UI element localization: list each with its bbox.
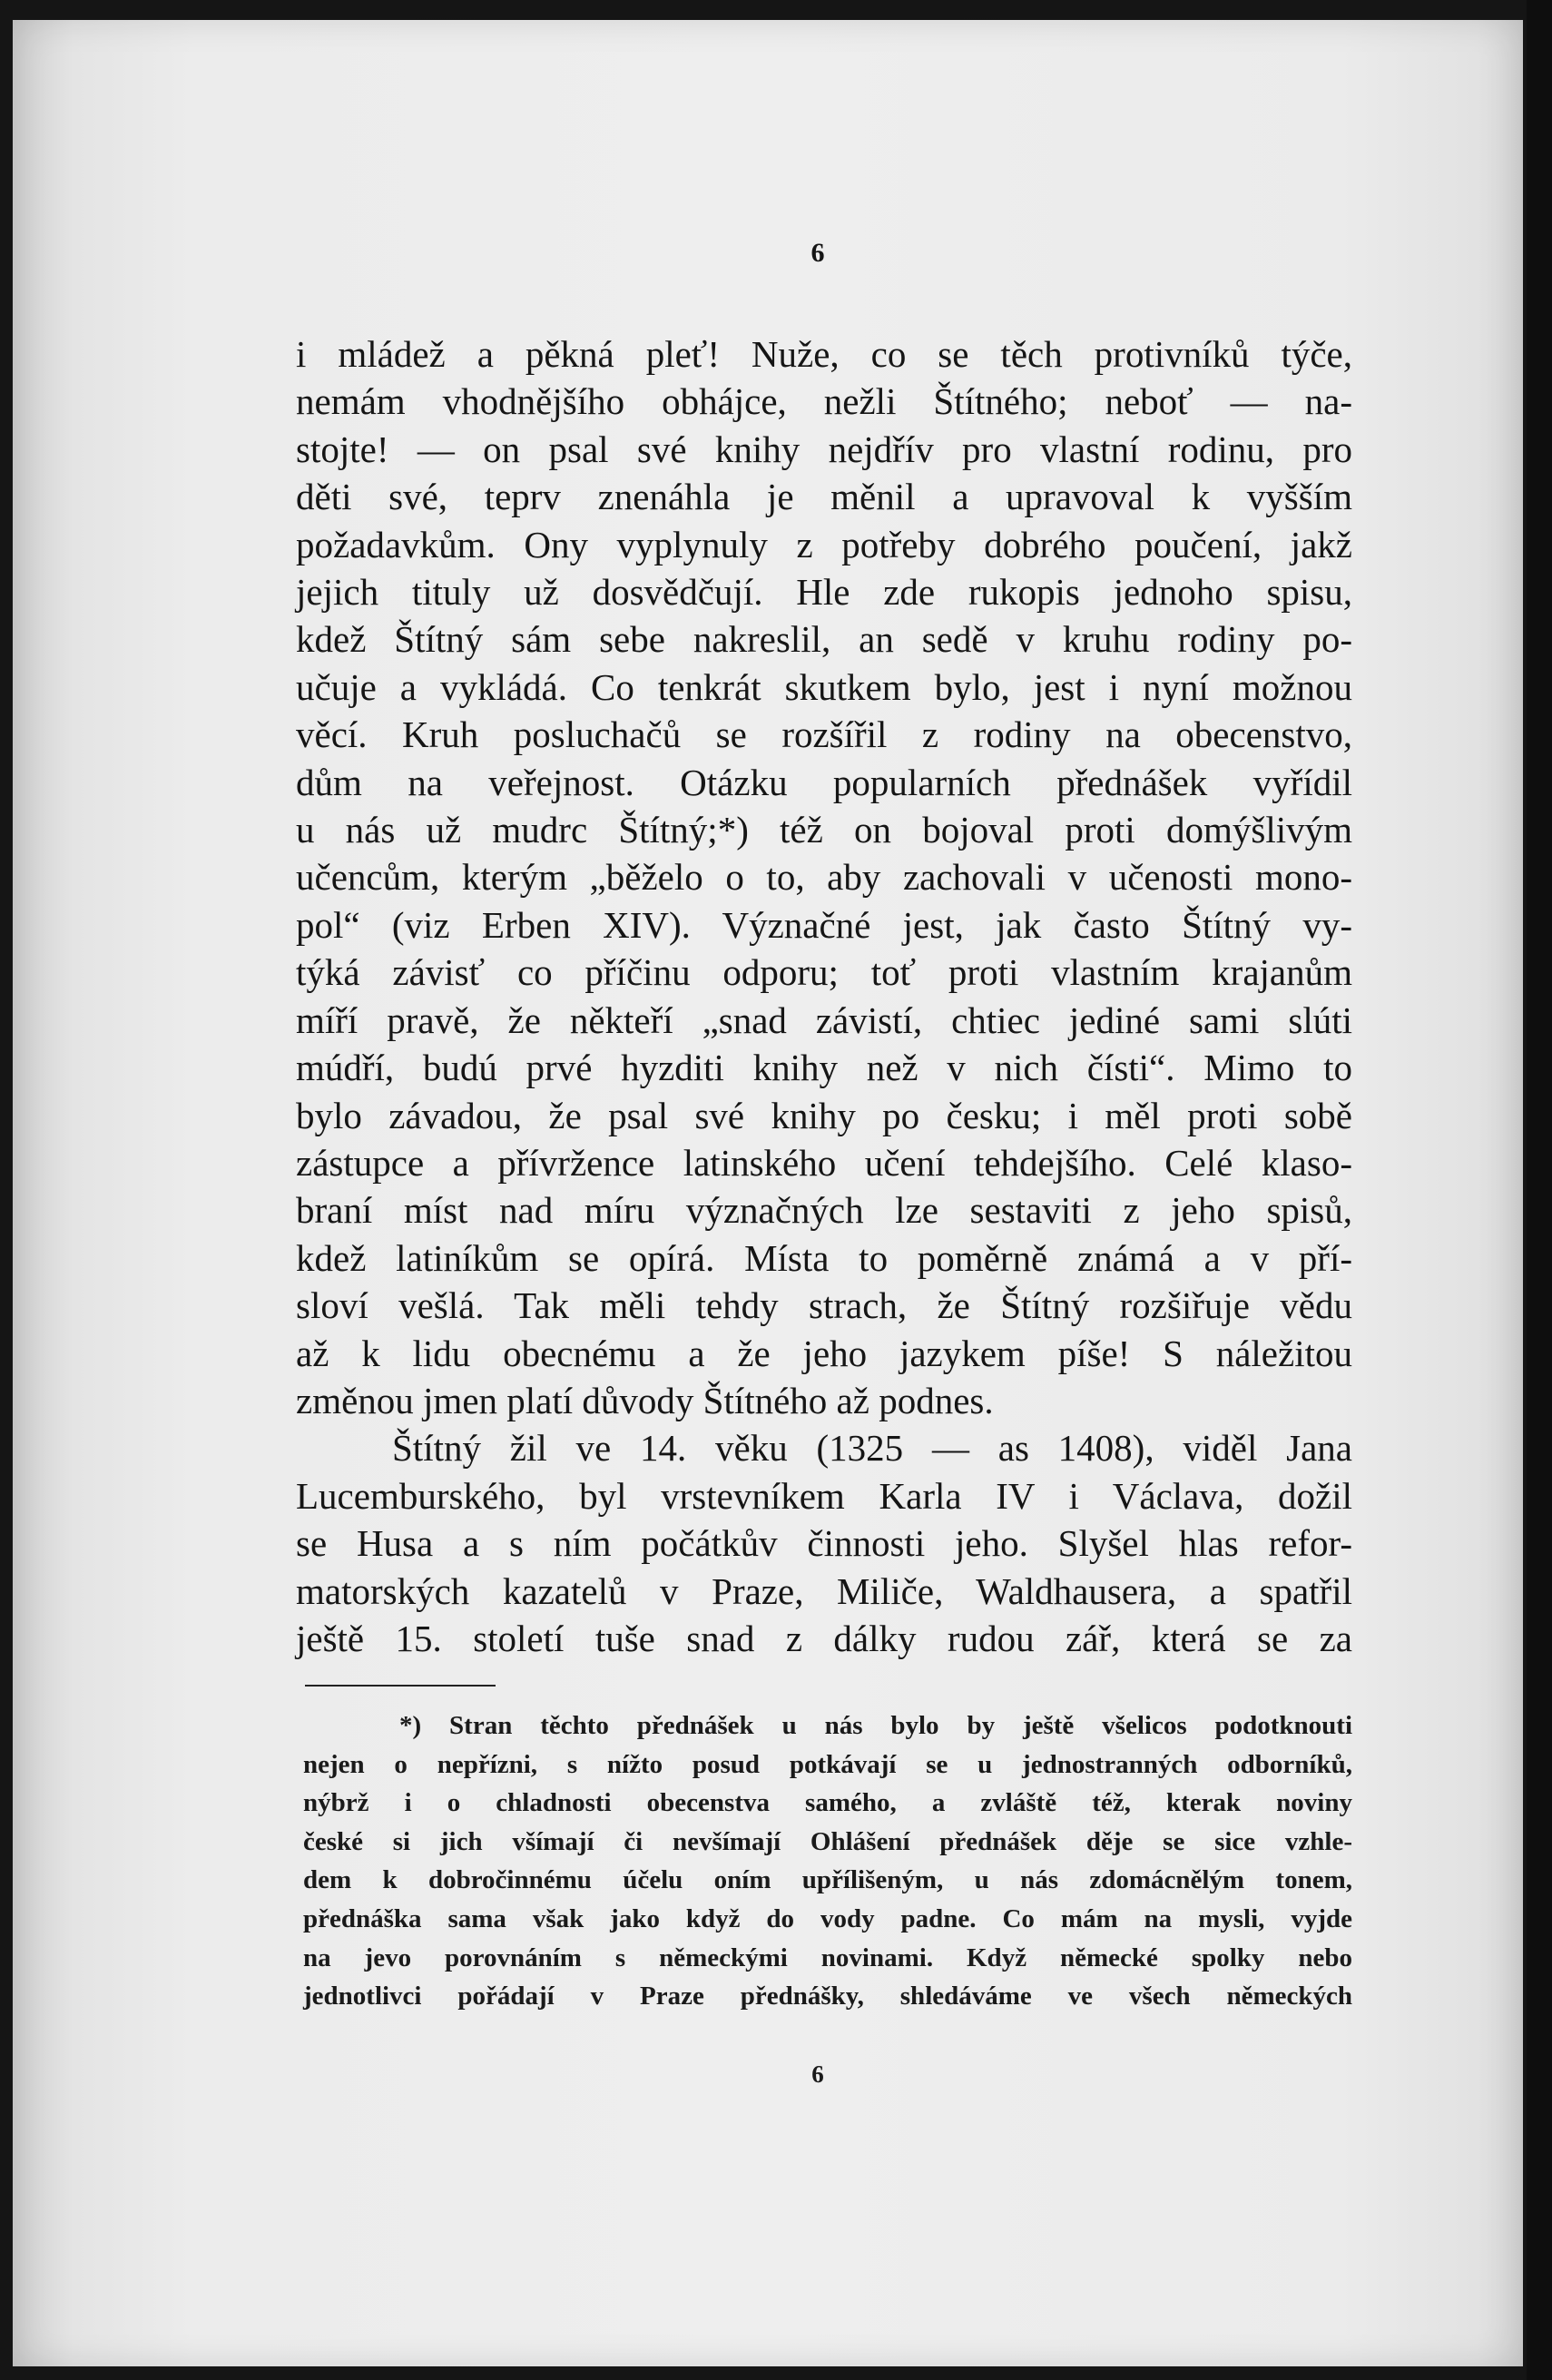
body-line: dům na veřejnost. Otázku popularních přednášek vyřídil	[296, 761, 1352, 803]
body-text	[296, 330, 1352, 1662]
body-line: kdež Štítný sám sebe nakreslil, an sedě v kruhu rodiny po-	[296, 618, 1352, 661]
body-line: změnou jmen platí důvody Štítného až podnes.	[296, 1379, 994, 1421]
body-line: kdež latiníkům se opírá. Místa to poměrně známá a v pří-	[296, 1236, 1352, 1279]
body-line: bylo závadou, že psal své knihy po česku; i měl proti sobě	[296, 1094, 1352, 1136]
footnote-line: *) Stran těchto přednášek u nás bylo by ještě všelicos podotknouti	[399, 1711, 1352, 1740]
body-line: pol“ (viz Erben XIV). Význačné jest, jak často Štítný vy-	[296, 903, 1352, 946]
body-line: učuje a vykládá. Co tenkrát skutkem bylo, jest i nyní možnou	[296, 665, 1352, 708]
page-number-top: 6	[810, 238, 825, 268]
body-line: se Husa a s ním počátkův činnosti jeho. Slyšel hlas refor-	[296, 1522, 1352, 1565]
footnote-line: na jevo porovnáním s německými novinami. Když německé spolky nebo	[303, 1942, 1352, 1972]
footnote-line: dem k dobročinnému účelu oním upřílišeným, u nás zdomácnělým tonem,	[303, 1865, 1352, 1895]
body-line: učencům, kterým „běželo o to, aby zachovali v učenosti mono-	[296, 856, 1352, 899]
body-line: i mládež a pěkná pleť! Nuže, co se těch protivníků týče,	[296, 333, 1352, 375]
footnote	[303, 1706, 1352, 2016]
body-line: nemám vhodnějšího obhájce, nežli Štítného; neboť — na-	[296, 380, 1352, 423]
body-line: až k lidu obecnému a že jeho jazykem píše! S náležitou	[296, 1332, 1352, 1374]
body-line: braní míst nad míru význačných lze sestaviti z jeho spisů,	[296, 1189, 1352, 1232]
body-line: Lucemburského, byl vrstevníkem Karla IV i Václava, dožil	[296, 1474, 1352, 1517]
footnote-line: přednáška sama však jako když do vody padne. Co mám na mysli, vyjde	[303, 1903, 1352, 1933]
page-number-bottom: 6	[811, 2060, 824, 2088]
body-line: u nás už mudrc Štítný;*) též on bojoval proti domýšlivým	[296, 809, 1352, 851]
body-line: múdří, budú prvé hyzditi knihy než v nich čísti“. Mimo to	[296, 1047, 1352, 1089]
footnote-line: nejen o nepřízni, s nížto posud potkávají se u jednostranných odborníků,	[303, 1749, 1352, 1779]
body-line: sloví vešlá. Tak měli tehdy strach, že Štítný rozšiřuje vědu	[296, 1284, 1352, 1327]
body-line: Štítný žil ve 14. věku (1325 — as 1408), viděl Jana	[392, 1427, 1352, 1470]
body-line: míří pravě, že někteří „snad závistí, chtiec jediné sami slúti	[296, 998, 1352, 1041]
scan-dark-edge	[1527, 0, 1552, 2380]
body-line: ještě 15. století tuše snad z dálky rudou zář, která se za	[296, 1617, 1352, 1659]
body-line: zástupce a přívržence latinského učení tehdejšího. Celé klaso-	[296, 1141, 1352, 1184]
body-line: matorských kazatelů v Praze, Miliče, Waldhausera, a spatřil	[296, 1569, 1352, 1612]
footnote-separator	[305, 1685, 496, 1687]
footnote-line: nýbrž i o chladnosti obecenstva samého, a zvláště též, kterak noviny	[303, 1788, 1352, 1818]
body-line: požadavkům. Ony vyplynuly z potřeby dobrého poučení, jakž	[296, 523, 1352, 565]
body-line: jejich tituly už dosvědčují. Hle zde rukopis jednoho spisu,	[296, 571, 1352, 614]
footnote-line: české si jich všímají či nevšímají Ohlášení přednášek děje se sice vzhle-	[303, 1826, 1352, 1856]
body-line: stojte! — on psal své knihy nejdřív pro vlastní rodinu, pro	[296, 428, 1352, 470]
body-line: týká závisť co příčinu odporu; toť proti vlastním krajanům	[296, 951, 1352, 994]
footnote-line: jednotlivci pořádají v Praze přednášky, shledáváme ve všech německých	[303, 1982, 1352, 2011]
body-line: děti své, teprv znenáhla je měnil a upravoval k vyšším	[296, 476, 1352, 518]
body-line: věcí. Kruh posluchačů se rozšířil z rodiny na obecenstvo,	[296, 713, 1352, 756]
